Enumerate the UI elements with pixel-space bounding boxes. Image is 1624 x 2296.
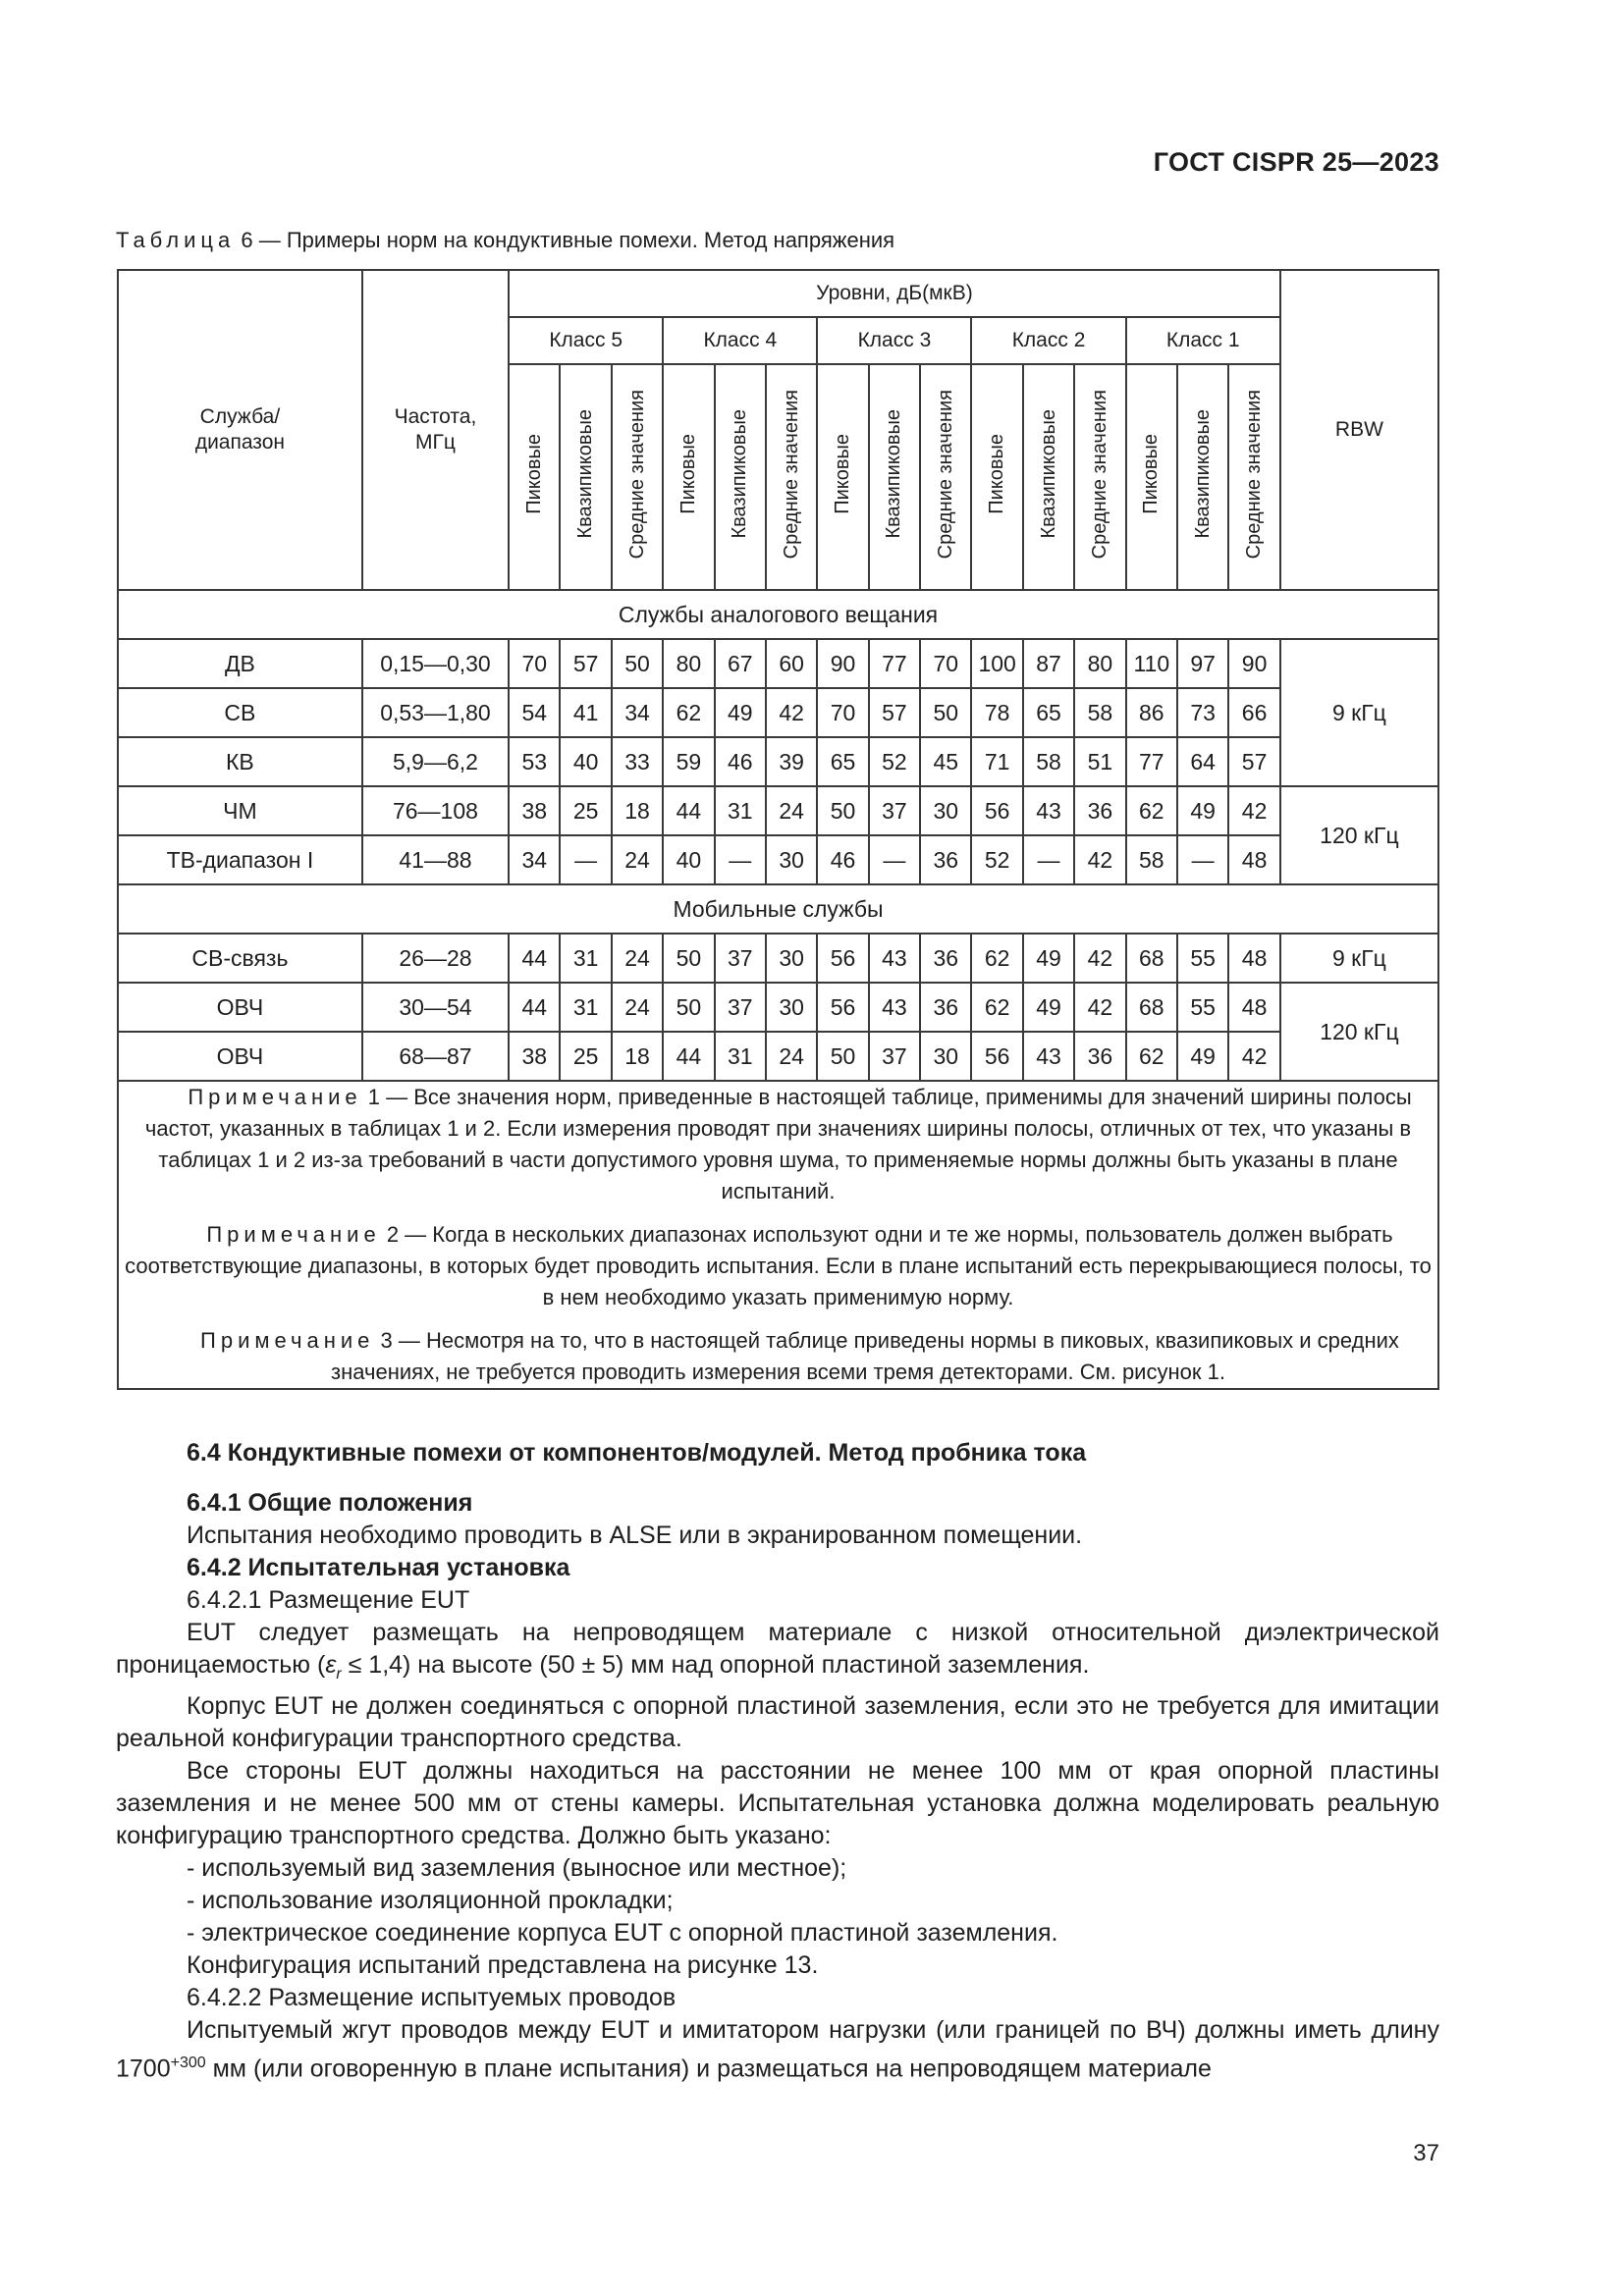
table-row — [118, 934, 1438, 983]
cell-value: — — [869, 835, 920, 884]
header-service: Служба/ диапазон — [118, 270, 362, 590]
cell-value: 44 — [663, 786, 714, 835]
cell-service: КВ — [118, 737, 362, 786]
cell-value: 64 — [1177, 737, 1228, 786]
cell-value: 59 — [663, 737, 714, 786]
detector-header: Пиковые — [1126, 364, 1177, 590]
cell-value: 62 — [971, 934, 1022, 983]
section-title: Мобильные службы — [118, 884, 1438, 934]
cell-value: 25 — [560, 786, 611, 835]
cell-value: 51 — [1074, 737, 1125, 786]
cell-value: 80 — [1074, 639, 1125, 688]
cell-value: 46 — [817, 835, 868, 884]
detector-header: Квазипиковые — [1023, 364, 1074, 590]
table-caption-word: Таблица — [116, 228, 236, 252]
cell-value: 66 — [1228, 688, 1279, 737]
detector-header: Средние значения — [920, 364, 971, 590]
paragraph: Корпус EUT не должен соединяться с опорной пластиной заземления, если это не требуется для имитации реальной конфигурации транспортного средства. — [116, 1692, 1439, 1752]
header-levels: Уровни, дБ(мкВ) — [509, 270, 1280, 317]
cell-frequency: 5,9—6,2 — [362, 737, 509, 786]
detector-header: Квазипиковые — [1177, 364, 1228, 590]
cell-value: 24 — [766, 1032, 817, 1081]
cell-value: 39 — [766, 737, 817, 786]
cell-value: 87 — [1023, 639, 1074, 688]
class-header: Класс 2 — [971, 317, 1125, 364]
cell-value: 36 — [1074, 1032, 1125, 1081]
cell-value: 36 — [920, 934, 971, 983]
document-header: ГОСТ CISPR 25—2023 — [1153, 147, 1439, 177]
cell-value: 31 — [560, 934, 611, 983]
detector-header: Средние значения — [1074, 364, 1125, 590]
detector-header: Квазипиковые — [869, 364, 920, 590]
cell-value: 48 — [1228, 835, 1279, 884]
section-6-4-2-2-heading: 6.4.2.2 Размещение испытуемых проводов — [187, 1984, 677, 2011]
cell-value: 58 — [1023, 737, 1074, 786]
cell-value: 56 — [817, 934, 868, 983]
class-header: Класс 4 — [663, 317, 817, 364]
cell-value: 70 — [509, 639, 560, 688]
detector-header: Квазипиковые — [715, 364, 766, 590]
cell-value: 62 — [1126, 786, 1177, 835]
cell-value: 30 — [920, 1032, 971, 1081]
cell-value: 42 — [1074, 835, 1125, 884]
cell-value: 43 — [869, 983, 920, 1032]
table-row — [118, 1032, 1438, 1081]
cell-value: 42 — [766, 688, 817, 737]
cell-value: 49 — [1177, 1032, 1228, 1081]
detector-header: Квазипиковые — [560, 364, 611, 590]
cell-value: 40 — [560, 737, 611, 786]
cell-value: 33 — [612, 737, 663, 786]
cell-value: 55 — [1177, 934, 1228, 983]
cell-value: 30 — [766, 835, 817, 884]
cell-value: 49 — [1023, 983, 1074, 1032]
cell-frequency: 30—54 — [362, 983, 509, 1032]
cell-service: ДВ — [118, 639, 362, 688]
paragraph: Все стороны EUT должны находиться на расстоянии не менее 100 мм от края опорной пластины заземления и не менее 500 мм от стены камеры. Испытательная установка должна моделировать реальную конфигурацию транспортного средства. Должно быть указано: — [116, 1757, 1439, 1849]
table-caption-text: 6 — Примеры норм на кондуктивные помехи. Метод напряжения — [241, 228, 895, 252]
cell-value: 58 — [1126, 835, 1177, 884]
header-rbw: RBW — [1280, 270, 1438, 590]
cell-value: 77 — [1126, 737, 1177, 786]
list-item: - электрическое соединение корпуса EUT с опорной пластиной заземления. — [187, 1919, 1058, 1947]
cell-value: 55 — [1177, 983, 1228, 1032]
cell-value: 70 — [817, 688, 868, 737]
cell-value: 52 — [869, 737, 920, 786]
cell-value: 43 — [869, 934, 920, 983]
detector-header: Пиковые — [817, 364, 868, 590]
table-row — [118, 983, 1438, 1032]
cell-rbw: 120 кГц — [1280, 786, 1438, 884]
cell-rbw: 120 кГц — [1280, 983, 1438, 1081]
cell-value: — — [560, 835, 611, 884]
cell-value: 24 — [612, 983, 663, 1032]
cell-value: 37 — [869, 786, 920, 835]
detector-header: Средние значения — [766, 364, 817, 590]
cell-value: 70 — [920, 639, 971, 688]
cell-value: 38 — [509, 786, 560, 835]
cell-value: 50 — [817, 1032, 868, 1081]
cell-value: 56 — [971, 786, 1022, 835]
table-note: Примечание 1 — Все значения норм, приведенные в настоящей таблице, применимы для значений ширины полосы частот, указанных в таблицах 1 и 2. Если измерения проводят при значениях ширины полосы, отличных от тех, что указаны в таблицах 1 и 2 из-за требований в части допустимого уровня шума, то применяемые нормы должны быть указаны в плане испытаний. — [144, 1085, 1412, 1203]
cell-value: 48 — [1228, 983, 1279, 1032]
cell-value: 50 — [612, 639, 663, 688]
cell-value: 37 — [869, 1032, 920, 1081]
cell-value: — — [715, 835, 766, 884]
cell-value: 97 — [1177, 639, 1228, 688]
cell-value: 36 — [920, 983, 971, 1032]
paragraph: Испытания необходимо проводить в ALSE или в экранированном помещении. — [187, 1522, 1083, 1549]
cell-value: 65 — [1023, 688, 1074, 737]
cell-value: 57 — [1228, 737, 1279, 786]
cell-frequency: 41—88 — [362, 835, 509, 884]
cell-value: 57 — [869, 688, 920, 737]
paragraph: EUT следует размещать на непроводящем материале с низкой относительной диэлектрической проницаемостью $(\varepsilon_r \le 1,4)$ на высоте (50 ± 5) мм над опорной пластиной заземления. — [116, 1619, 1439, 1682]
cell-value: 44 — [509, 934, 560, 983]
cell-service: ТВ-диапазон I — [118, 835, 362, 884]
norms-table — [117, 269, 1439, 1390]
table-note: Примечание 3 — Несмотря на то, что в настоящей таблице приведены нормы в пиковых, квазипиковых и средних значениях, не требуется проводить измерения всеми тремя детекторами. См. рисунок 1. — [200, 1328, 1399, 1384]
cell-frequency: 0,15—0,30 — [362, 639, 509, 688]
detector-header: Средние значения — [1228, 364, 1279, 590]
cell-value: — — [1023, 835, 1074, 884]
cell-value: 78 — [971, 688, 1022, 737]
cell-value: 52 — [971, 835, 1022, 884]
detector-header: Пиковые — [971, 364, 1022, 590]
page-number: 37 — [1413, 2140, 1439, 2166]
cell-frequency: 68—87 — [362, 1032, 509, 1081]
cell-value: 37 — [715, 934, 766, 983]
cell-value: 18 — [612, 786, 663, 835]
cell-value: 56 — [817, 983, 868, 1032]
cell-value: 100 — [971, 639, 1022, 688]
class-header: Класс 5 — [509, 317, 663, 364]
cell-value: 45 — [920, 737, 971, 786]
detector-header: Пиковые — [663, 364, 714, 590]
table-row — [118, 786, 1438, 835]
cell-value: 90 — [1228, 639, 1279, 688]
cell-value: 56 — [971, 1032, 1022, 1081]
cell-value: 77 — [869, 639, 920, 688]
cell-value: 42 — [1074, 983, 1125, 1032]
section-6-4-2-1-heading: 6.4.2.1 Размещение EUT — [187, 1586, 470, 1614]
header-frequency: Частота, МГц — [362, 270, 509, 590]
section-6-4-heading: 6.4 Кондуктивные помехи от компонентов/модулей. Метод пробника тока — [187, 1439, 1087, 1467]
section-6-4-1-heading: 6.4.1 Общие положения — [187, 1489, 473, 1517]
cell-service: ЧМ — [118, 786, 362, 835]
cell-service: ОВЧ — [118, 1032, 362, 1081]
cell-value: 42 — [1228, 1032, 1279, 1081]
cell-value: 24 — [612, 934, 663, 983]
class-header: Класс 1 — [1126, 317, 1280, 364]
detector-header: Средние значения — [612, 364, 663, 590]
cell-value: 80 — [663, 639, 714, 688]
table-row — [118, 639, 1438, 688]
cell-value: 62 — [1126, 1032, 1177, 1081]
cell-value: 57 — [560, 639, 611, 688]
cell-value: 44 — [663, 1032, 714, 1081]
cell-value: 68 — [1126, 983, 1177, 1032]
cell-value: 34 — [509, 835, 560, 884]
table-notes — [118, 1081, 1438, 1389]
cell-frequency: 0,53—1,80 — [362, 688, 509, 737]
cell-value: 86 — [1126, 688, 1177, 737]
cell-value: 50 — [663, 934, 714, 983]
cell-value: 41 — [560, 688, 611, 737]
table-caption — [116, 228, 894, 253]
cell-value: 34 — [612, 688, 663, 737]
section-title: Службы аналогового вещания — [118, 590, 1438, 639]
cell-service: СВ — [118, 688, 362, 737]
cell-value: 44 — [509, 983, 560, 1032]
cell-value: 62 — [971, 983, 1022, 1032]
class-header: Класс 3 — [817, 317, 971, 364]
cell-value: 38 — [509, 1032, 560, 1081]
cell-value: 30 — [766, 983, 817, 1032]
cell-value: 65 — [817, 737, 868, 786]
list-item: - используемый вид заземления (выносное или местное); — [187, 1854, 847, 1882]
cell-value: 50 — [663, 983, 714, 1032]
table-row — [118, 835, 1438, 884]
cell-value: 24 — [766, 786, 817, 835]
cell-value: 110 — [1126, 639, 1177, 688]
cell-service: СВ-связь — [118, 934, 362, 983]
paragraph: Испытуемый жгут проводов между EUT и имитатором нагрузки (или границей по ВЧ) должны иметь длину $1700^{+300}$ мм (или оговоренную в плане испытания) и размещаться на непроводящем материале — [116, 2016, 1439, 2083]
cell-value: 42 — [1074, 934, 1125, 983]
cell-value: — — [1177, 835, 1228, 884]
cell-rbw: 9 кГц — [1280, 639, 1438, 786]
cell-value: 58 — [1074, 688, 1125, 737]
cell-frequency: 26—28 — [362, 934, 509, 983]
table-row — [118, 737, 1438, 786]
cell-value: 71 — [971, 737, 1022, 786]
cell-value: 40 — [663, 835, 714, 884]
cell-value: 49 — [1023, 934, 1074, 983]
cell-value: 67 — [715, 639, 766, 688]
cell-value: 46 — [715, 737, 766, 786]
cell-service: ОВЧ — [118, 983, 362, 1032]
cell-value: 18 — [612, 1032, 663, 1081]
cell-value: 30 — [920, 786, 971, 835]
cell-value: 31 — [560, 983, 611, 1032]
cell-value: 31 — [715, 1032, 766, 1081]
cell-value: 24 — [612, 835, 663, 884]
cell-value: 43 — [1023, 786, 1074, 835]
cell-value: 60 — [766, 639, 817, 688]
cell-value: 37 — [715, 983, 766, 1032]
cell-frequency: 76—108 — [362, 786, 509, 835]
cell-value: 42 — [1228, 786, 1279, 835]
cell-value: 30 — [766, 934, 817, 983]
table-note: Примечание 2 — Когда в нескольких диапазонах используют одни и те же нормы, пользователь должен выбрать соответствующие диапазоны, в которых будет проводить испытания. Если в плане испытаний есть перекрывающиеся полосы, то в нем необходимо указать применимую норму. — [125, 1222, 1432, 1309]
cell-value: 48 — [1228, 934, 1279, 983]
cell-value: 62 — [663, 688, 714, 737]
cell-value: 49 — [1177, 786, 1228, 835]
cell-value: 36 — [920, 835, 971, 884]
cell-value: 53 — [509, 737, 560, 786]
cell-rbw: 9 кГц — [1280, 934, 1438, 983]
table-row — [118, 688, 1438, 737]
cell-value: 43 — [1023, 1032, 1074, 1081]
cell-value: 25 — [560, 1032, 611, 1081]
cell-value: 68 — [1126, 934, 1177, 983]
cell-value: 50 — [817, 786, 868, 835]
section-6-4-2-heading: 6.4.2 Испытательная установка — [187, 1554, 570, 1581]
detector-header: Пиковые — [509, 364, 560, 590]
cell-value: 50 — [920, 688, 971, 737]
list-item: - использование изоляционной прокладки; — [187, 1887, 674, 1914]
cell-value: 73 — [1177, 688, 1228, 737]
body-text — [116, 1437, 1439, 2085]
cell-value: 49 — [715, 688, 766, 737]
cell-value: 36 — [1074, 786, 1125, 835]
cell-value: 54 — [509, 688, 560, 737]
paragraph: Конфигурация испытаний представлена на рисунке 13. — [187, 1951, 819, 1979]
cell-value: 31 — [715, 786, 766, 835]
cell-value: 90 — [817, 639, 868, 688]
